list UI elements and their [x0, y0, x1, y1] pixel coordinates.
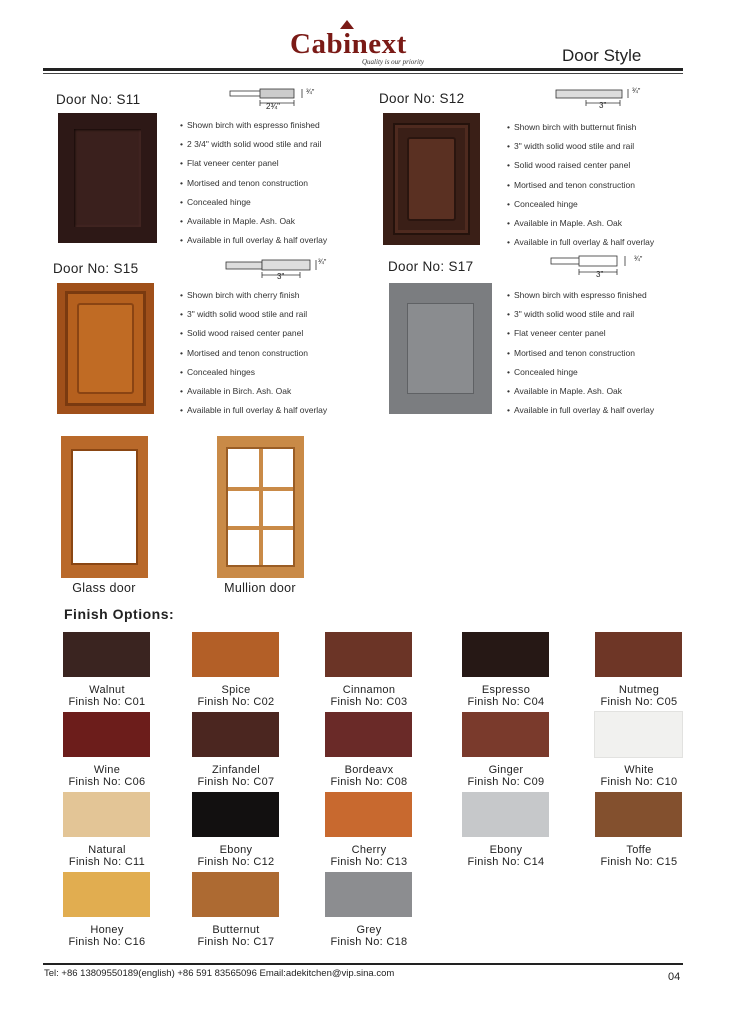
- finish-number: Finish No: C06: [68, 776, 146, 788]
- door-title-s15: Door No: S15: [53, 261, 139, 276]
- finish-swatch: [63, 632, 150, 677]
- finish-number: Finish No: C11: [68, 856, 146, 868]
- feature-item: • Available in Maple. Ash. Oak: [180, 212, 327, 231]
- footer-rule: [43, 963, 683, 965]
- finish-number: Finish No: C18: [330, 936, 408, 948]
- finish-name: Toffe: [626, 844, 652, 856]
- glass-door-label: Glass door: [72, 581, 136, 595]
- profile-s15-width: 3": [277, 272, 285, 281]
- finish-name: Zinfandel: [212, 764, 260, 776]
- finish-name: Ebony: [219, 844, 253, 856]
- feature-item: • 3" width solid wood stile and rail: [180, 305, 327, 324]
- finish-swatch: [462, 632, 549, 677]
- features-s12: [507, 118, 654, 252]
- feature-item: • Available in Maple. Ash. Oak: [507, 382, 654, 401]
- finish-swatch: [325, 872, 412, 917]
- finish-swatch: [462, 792, 549, 837]
- brand-tagline: Quality is our priority: [362, 58, 425, 66]
- header-rule: [43, 68, 683, 71]
- finish-swatch: [325, 712, 412, 757]
- profile-s17-width: 3": [596, 270, 604, 279]
- finish-name: Cinnamon: [342, 684, 396, 696]
- features-s11: [180, 116, 327, 250]
- feature-item: • Flat veneer center panel: [180, 154, 327, 173]
- profile-s12-icon: [552, 86, 642, 112]
- finish-number: Finish No: C09: [467, 776, 545, 788]
- feature-item: • Flat veneer center panel: [507, 324, 654, 343]
- finish-swatch: [63, 712, 150, 757]
- feature-item: • Concealed hinge: [507, 363, 654, 382]
- feature-item: • Shown birch with espresso finished: [180, 116, 327, 135]
- feature-item: • 3" width solid wood stile and rail: [507, 137, 654, 156]
- feature-item: • Concealed hinge: [180, 193, 327, 212]
- finish-name: Wine: [93, 764, 121, 776]
- feature-item: • Shown birch with cherry finish: [180, 286, 327, 305]
- finish-number: Finish No: C05: [600, 696, 678, 708]
- door-image-s17: [389, 283, 492, 414]
- finish-name: Ebony: [489, 844, 523, 856]
- feature-item: • Available in full overlay & half overlay: [180, 401, 327, 420]
- feature-item: • Available in Maple. Ash. Oak: [507, 214, 654, 233]
- finish-name: Grey: [356, 924, 382, 936]
- profile-s12-depth: ¾": [632, 88, 641, 95]
- profile-s12-width: 3": [599, 101, 607, 110]
- finish-swatch: [325, 792, 412, 837]
- feature-item: • Solid wood raised center panel: [507, 156, 654, 175]
- finish-number: Finish No: C10: [600, 776, 678, 788]
- finish-swatch: [595, 712, 682, 757]
- profile-s11-width: 2¾": [266, 102, 280, 111]
- finish-number: Finish No: C15: [600, 856, 678, 868]
- header-rule-thin: [43, 73, 683, 74]
- profile-s15-depth: ¾": [318, 259, 327, 266]
- feature-item: • Mortised and tenon construction: [180, 174, 327, 193]
- finish-swatch: [63, 792, 150, 837]
- finish-number: Finish No: C16: [68, 936, 146, 948]
- finish-swatch: [192, 712, 279, 757]
- door-title-s11: Door No: S11: [56, 92, 141, 107]
- finish-swatch: [595, 632, 682, 677]
- feature-item: • 2 3/4" width solid wood stile and rail: [180, 135, 327, 154]
- footer-contact: Tel: +86 13809550189(english) +86 591 83565096 Email:adekitchen@vip.sina.com: [44, 968, 395, 979]
- finish-name: Espresso: [481, 684, 531, 696]
- feature-item: • Mortised and tenon construction: [507, 176, 654, 195]
- finish-name: Butternut: [212, 924, 260, 936]
- finish-name: Ginger: [488, 764, 524, 776]
- finish-number: Finish No: C17: [197, 936, 275, 948]
- feature-item: • Available in full overlay & half overlay: [180, 231, 327, 250]
- finish-name: Cherry: [351, 844, 387, 856]
- finish-swatch: [595, 792, 682, 837]
- finish-name: Spice: [221, 684, 251, 696]
- page-number: 04: [668, 971, 681, 983]
- profile-s17-depth: ¾": [634, 256, 643, 263]
- door-title-s12: Door No: S12: [379, 91, 465, 106]
- finish-swatch: [192, 872, 279, 917]
- feature-item: • Solid wood raised center panel: [180, 324, 327, 343]
- finish-swatch: [63, 872, 150, 917]
- features-s17: [507, 286, 654, 420]
- finish-number: Finish No: C03: [330, 696, 408, 708]
- finish-name: Nutmeg: [618, 684, 660, 696]
- finish-number: Finish No: C04: [467, 696, 545, 708]
- finish-swatch: [462, 712, 549, 757]
- door-image-s15: [57, 283, 154, 414]
- brand-logo: Cabinext: [290, 28, 407, 60]
- finish-name: Walnut: [89, 684, 125, 696]
- finish-name: Honey: [90, 924, 124, 936]
- finish-number: Finish No: C07: [197, 776, 275, 788]
- feature-item: • Shown birch with espresso finished: [507, 286, 654, 305]
- finish-number: Finish No: C01: [68, 696, 146, 708]
- finish-number: Finish No: C14: [467, 856, 545, 868]
- feature-item: • Available in full overlay & half overlay: [507, 401, 654, 420]
- door-image-s12: [383, 113, 480, 245]
- finish-swatch: [325, 632, 412, 677]
- feature-item: • Mortised and tenon construction: [507, 344, 654, 363]
- feature-item: • Available in full overlay & half overlay: [507, 233, 654, 252]
- door-title-s17: Door No: S17: [388, 259, 474, 274]
- mullion-door-label: Mullion door: [224, 581, 296, 595]
- finish-name: White: [624, 764, 654, 776]
- feature-item: • Available in Birch. Ash. Oak: [180, 382, 327, 401]
- profile-s17-icon: [547, 253, 637, 281]
- features-s15: [180, 286, 327, 420]
- feature-item: • Shown birch with butternut finish: [507, 118, 654, 137]
- finish-number: Finish No: C08: [330, 776, 408, 788]
- finish-swatch: [192, 792, 279, 837]
- finish-number: Finish No: C13: [330, 856, 408, 868]
- finish-name: Natural: [88, 844, 126, 856]
- door-image-s11: [58, 113, 157, 243]
- finish-number: Finish No: C02: [197, 696, 275, 708]
- feature-item: • Concealed hinge: [507, 195, 654, 214]
- finish-options-heading: Finish Options:: [64, 606, 175, 622]
- finish-number: Finish No: C12: [197, 856, 275, 868]
- finish-name: Bordeavx: [344, 764, 394, 776]
- feature-item: • Concealed hinges: [180, 363, 327, 382]
- section-title: Door Style: [562, 46, 642, 65]
- finish-swatch: [192, 632, 279, 677]
- glass-door-image: [61, 436, 148, 578]
- feature-item: • 3" width solid wood stile and rail: [507, 305, 654, 324]
- mullion-door-image: [217, 436, 304, 578]
- feature-item: • Mortised and tenon construction: [180, 344, 327, 363]
- profile-s11-depth: ¾": [306, 89, 315, 96]
